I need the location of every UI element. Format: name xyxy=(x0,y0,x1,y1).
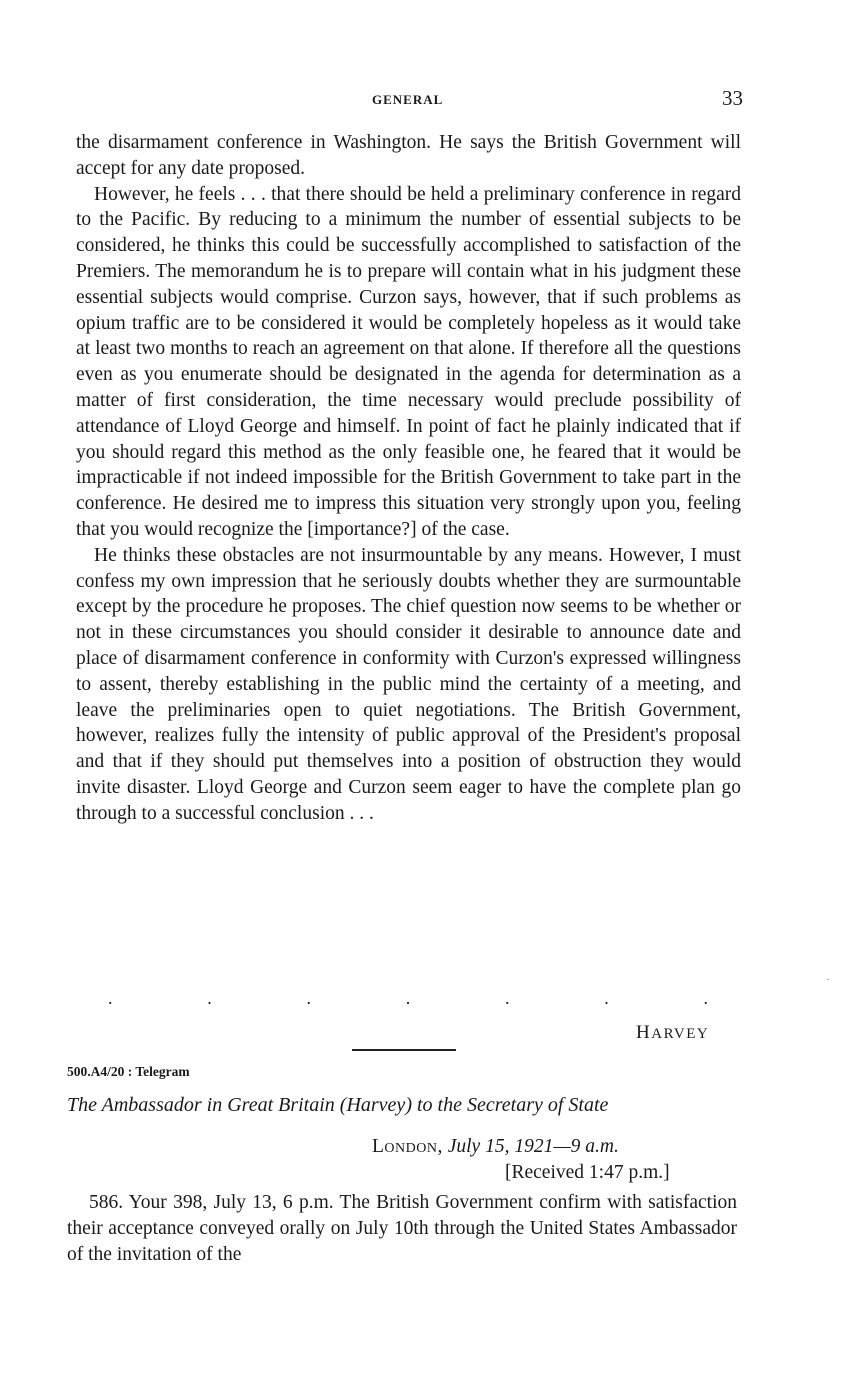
section-divider xyxy=(352,1049,456,1051)
title-person: Harvey xyxy=(346,1094,406,1116)
telegram-paragraph: 586. Your 398, July 13, 6 p.m. The British Government confirm with satisfaction their acceptance conveyed orally on July 10th through the United States Ambassador of the invitation of the xyxy=(67,1192,737,1265)
omission-dots xyxy=(108,988,708,1009)
omission-dot: . xyxy=(703,988,708,1008)
margin-mark: · xyxy=(826,972,830,986)
dateline xyxy=(372,1136,619,1158)
title-part-1: The Ambassador in Great Britain ( xyxy=(67,1094,347,1116)
omission-dot: . xyxy=(405,988,411,1008)
paragraph-1: the disarmament conference in Washington. He says the British Government will accept for any date proposed. xyxy=(76,132,741,179)
omission-dot: . xyxy=(108,988,113,1008)
signature xyxy=(636,1022,709,1044)
received-note: [Received 1:47 p.m.] xyxy=(505,1162,670,1183)
document-title xyxy=(67,1094,747,1117)
signature-initial: H xyxy=(636,1022,652,1043)
telegram-text xyxy=(67,1190,737,1268)
dateline-date: July 15, 1921—9 a.m. xyxy=(447,1136,619,1157)
file-reference: 500.A4/20 : Telegram xyxy=(67,1064,190,1079)
page-header xyxy=(0,86,858,116)
dateline-place: London, xyxy=(372,1136,443,1157)
paragraph-2: However, he feels . . . that there should be held a preliminary conference in regard to the Pacific. By reducing to a minimum the number of essential subjects to be considered, he thinks this could be successfully accomplished to satisfaction of the Premiers. The memorandum he is to prepare will contain what in his judgment these essential subjects would comprise. Curzon says, however, that if such problems as opium traffic are to be considered it would be completely hopeless as it would take at least two months to reach an agreement on that alone. If therefore all the questions even as you enumerate should be designated in the agenda for determination as a matter of first consideration, the time necessary would preclude possibility of attendance of Lloyd George and himself. In point of fact he plainly indicated that if you should regard this method as the only feasible one, he feared that it would be impracticable if not indeed impossible for the British Government to take part in the conference. He desired me to impress this situation very strongly upon you, feeling that you would recognize the [importance?] of the case. xyxy=(76,183,741,540)
running-head: GENERAL xyxy=(372,92,444,107)
omission-dot: . xyxy=(306,988,311,1008)
title-part-2: ) to the Secretary of State xyxy=(405,1094,609,1116)
omission-dot: . xyxy=(207,988,212,1008)
main-text xyxy=(76,130,741,827)
paragraph-3: He thinks these obstacles are not insurmountable by any means. However, I must confess my own impression that he seriously doubts whether they are surmountable except by the procedure he proposes. The chief question now seems to be whether or not in these circumstances you should consider it desirable to announce date and place of disarmament conference in conformity with Curzon's expressed willingness to assent, thereby establishing in the public mind the certainty of a meeting, and leave the preliminaries open to quiet negotiations. The British Government, however, realizes fully the intensity of public approval of the President's proposal and that if they should put themselves into a position of obstruction they would invite disaster. Lloyd George and Curzon seem eager to have the complete plan go through to a successful conclusion . . . xyxy=(76,544,741,824)
signature-rest: ARVEY xyxy=(651,1026,710,1042)
omission-dot: . xyxy=(505,988,510,1008)
page-number: 33 xyxy=(722,86,743,110)
omission-dot: . xyxy=(604,988,609,1008)
